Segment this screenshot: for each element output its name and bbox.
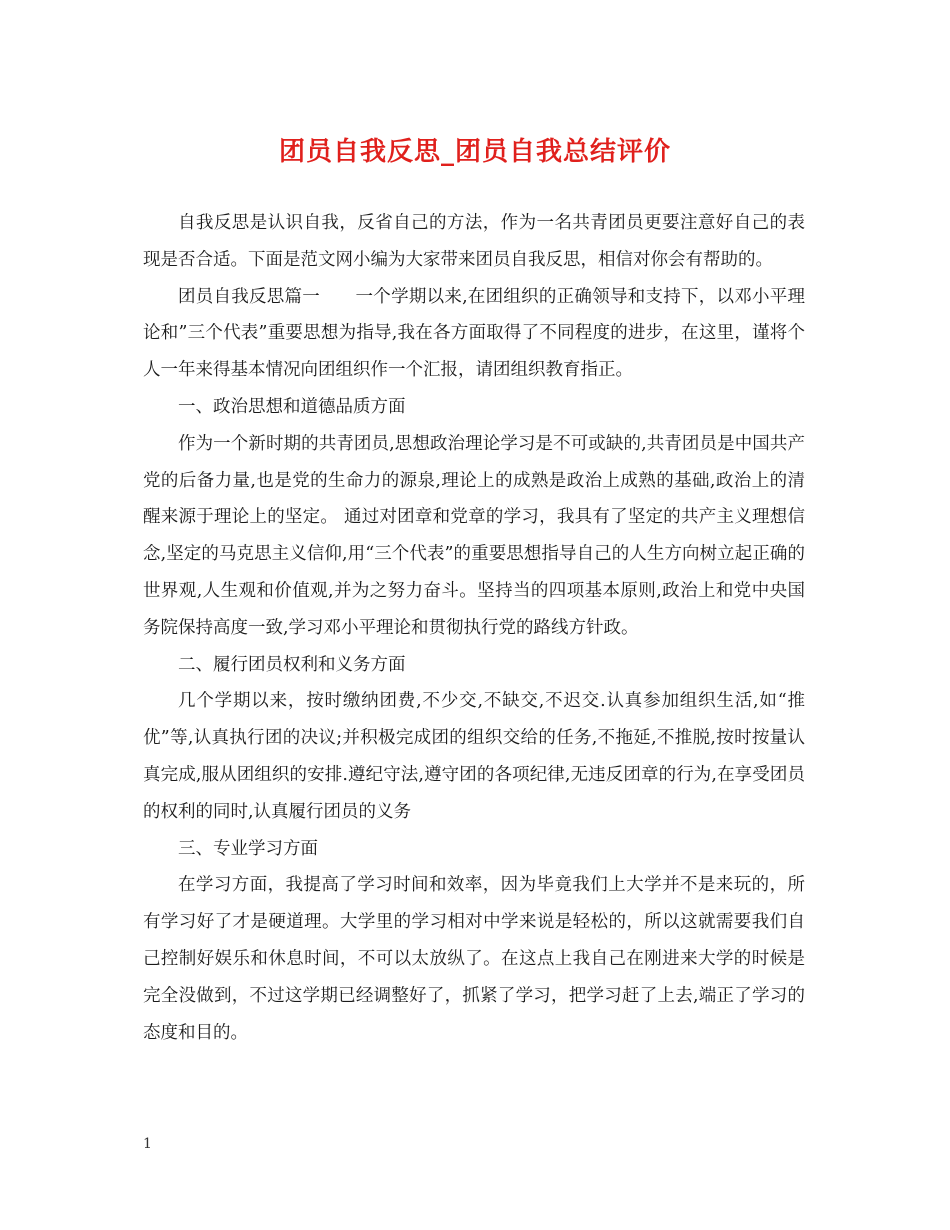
document-title: 团员自我反思_团员自我总结评价: [278, 137, 671, 167]
paragraph-political: 作为一个新时期的共青团员,思想政治理论学习是不可或缺的,共青团员是中国共产党的后备力量,也是党的生命力的源泉,理论上的成熟是政治上成熟的基础,政治上的清醒来源于理论上的坚定。 通过对团章和党章的学习，我具有了坚定的共产主义理想信念,坚定的马克思主义信仰,用“三个代表”的重要思想指导自己的人生方向树立起正确的世界观,人生观和价值观,并为之努力奋斗。坚持当的四项基本原则,政治上和党中央国务院保持高度一致,学习邓小平理论和贯彻执行党的路线方针政。: [143, 433, 805, 638]
section-heading-political: 一、政治思想和道德品质方面: [178, 396, 406, 417]
paragraph-study: 在学习方面，我提高了学习时间和效率，因为毕竟我们上大学并不是来玩的，所有学习好了才是硬道理。大学里的学习相对中学来说是轻松的，所以这就需要我们自己控制好娱乐和休息时间，不可以太放纵了。在这点上我自己在刚进来大学的时候是完全没做到，不过这学期已经调整好了，抓紧了学习，把学习赶了上去,端正了学习的态度和目的。: [143, 875, 805, 1043]
paragraph-intro: 自我反思是认识自我，反省自己的方法，作为一名共青团员更要注意好自己的表现是否合适。下面是范文网小编为大家带来团员自我反思，相信对你会有帮助的。: [143, 213, 805, 270]
paragraph-duties: 几个学期以来，按时缴纳团费,不少交,不缺交,不迟交.认真参加组织生活,如“推优”等,认真执行团的决议;并积极完成团的组织交给的任务,不拖延,不推脱,按时按量认真完成,服从团组织的安排.遵纪守法,遵守团的各项纪律,无违反团章的行为,在享受团员的权利的同时,认真履行团员的义务: [143, 691, 805, 822]
paragraph-part-one: 团员自我反思篇一 一个学期以来,在团组织的正确领导和支持下，以邓小平理论和”三个代表”重要思想为指导,我在各方面取得了不同程度的进步，在这里，谨将个人一年来得基本情况向团组织作一个汇报，请团组织教育指正。: [143, 286, 805, 381]
section-heading-duties: 二、履行团员权利和义务方面: [178, 654, 406, 675]
document-body: [143, 205, 805, 1051]
section-heading-study: 三、专业学习方面: [178, 838, 318, 859]
page-number: 1: [143, 1136, 152, 1152]
